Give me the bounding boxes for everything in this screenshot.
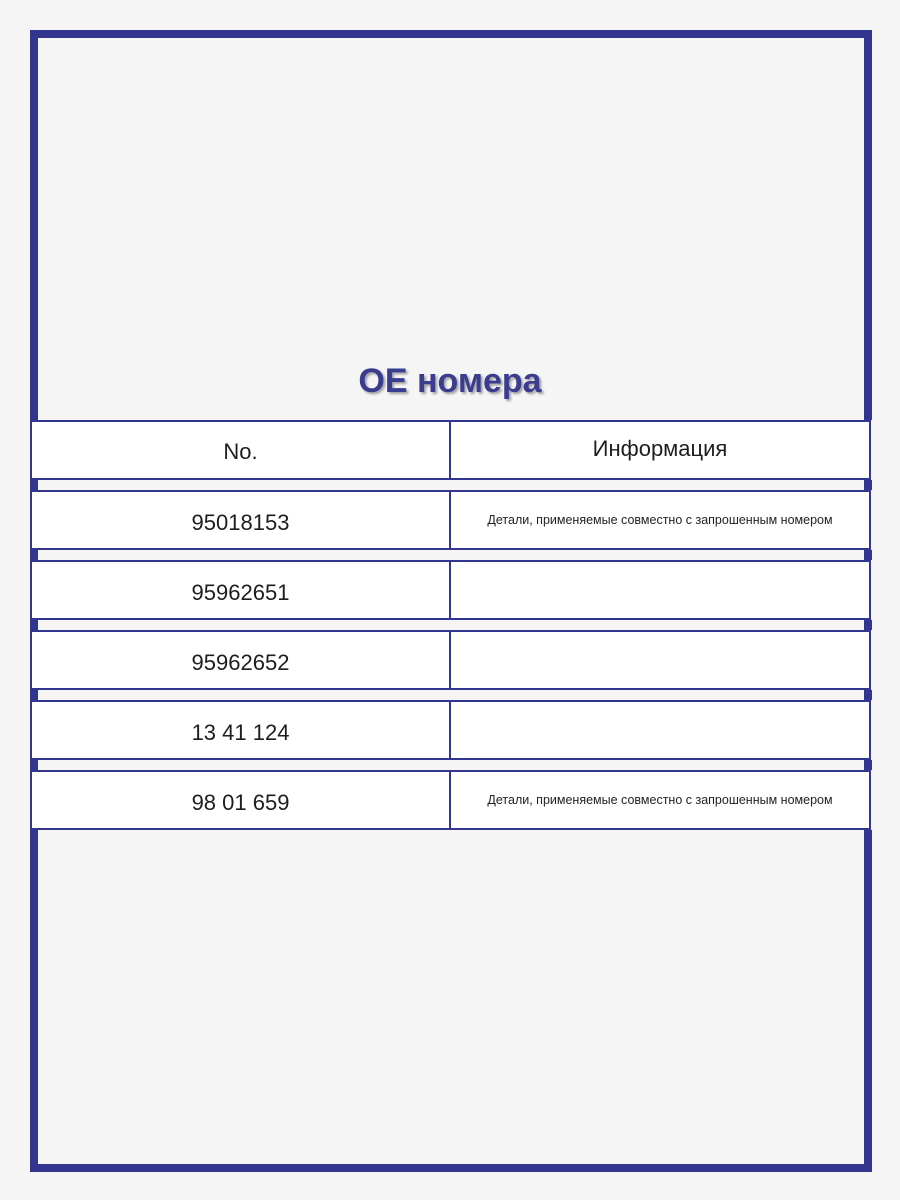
header-no [30,420,451,480]
oe-number: 95962651 [191,580,290,605]
page-title: OE номера [358,362,542,400]
table-row-2-no [30,560,451,620]
oe-number: 13 41 124 [191,720,290,745]
oe-number: 95018153 [191,510,290,535]
header-info [449,420,871,480]
table-row-4-info [449,700,871,760]
table-row-1-info [449,490,871,550]
oe-info: Детали, применяемые совместно с запрошенным номером [487,513,833,527]
oe-info: Детали, применяемые совместно с запрошенным номером [487,793,833,807]
table-row-4-no [30,700,451,760]
header-no-label: No. [223,439,258,464]
table-row-3-no [30,630,451,690]
table-row-5-no [30,770,451,830]
oe-number: 95962652 [191,650,290,675]
header-info-label: Информация [592,436,728,461]
table-row-5-info [449,770,871,830]
table-row-3-info [449,630,871,690]
oe-number: 98 01 659 [191,790,290,815]
table-row-2-info [449,560,871,620]
table-row-1-no [30,490,451,550]
